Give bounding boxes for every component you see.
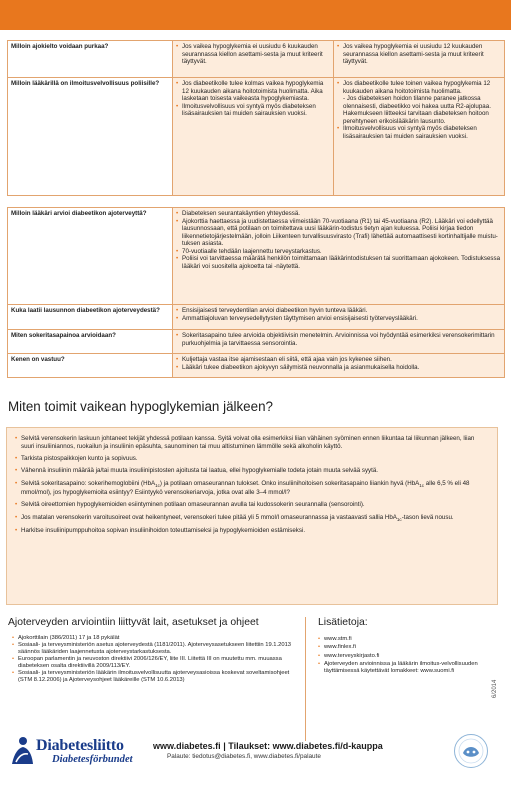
answer-cell bbox=[173, 354, 505, 378]
list-item: • 70-vuotiaalle tehdään laajennettu terveystarkastus. bbox=[176, 248, 501, 256]
question-cell: Kuka laatii lausunnon diabeetikon ajoterveydestä? bbox=[8, 305, 173, 330]
brand-subtitle: Diabetesförbundet bbox=[52, 754, 133, 765]
quality-seal-icon bbox=[453, 733, 489, 769]
list-item: • Ajokorttilain (386/2011) 17 ja 18 pykälät bbox=[12, 635, 299, 642]
list-item: • Jos vaikea hypoglykemia ei uusiudu 6 kuukauden seurannassa kiellon asettami-sesta ja muut kriteerit täyttyvät. bbox=[176, 43, 330, 66]
question-cell: Miten sokeritasapainoa arvioidaan? bbox=[8, 330, 173, 354]
section-heading: Miten toimit vaikean hypoglykemian jälkeen? bbox=[8, 399, 273, 414]
list-item: • Selvitä oireettomien hypoglykemioiden esiintyminen potilaan omaseurannan avulla tai kudossokerin seurannalla (sensorointi). bbox=[15, 501, 487, 509]
answer-cell bbox=[173, 78, 334, 196]
separator: | bbox=[223, 741, 226, 751]
link-stm[interactable]: • www.stm.fi bbox=[318, 636, 504, 643]
list-item: • Kuljettaja vastaa itse ajamisestaan eli siitä, että ajaa vain jos kykenee siihen. bbox=[176, 356, 501, 364]
answer-cell bbox=[173, 330, 505, 354]
question-cell: Kenen on vastuu? bbox=[8, 354, 173, 378]
list-item: • Jos diabeetikolle tulee toinen vaikea hypoglykemia 12 kuukauden aikana hoitotoimista huolimatta. bbox=[337, 80, 501, 95]
shop-link[interactable]: Tilaukset: www.diabetes.fi/d-kauppa bbox=[228, 741, 383, 751]
list-item: • Jos diabeetikolle tulee kolmas vaikea hypoglykemia 12 kuukauden aikana hoitotoimista huolimatta. Aika lasketaan toisesta vaikeasta hypoglykemiasta. bbox=[176, 80, 330, 103]
answer-cell bbox=[334, 41, 505, 78]
laws-section bbox=[6, 617, 306, 741]
answer-cell bbox=[173, 41, 334, 78]
table-row bbox=[8, 330, 505, 354]
list-item: • Sokeritasapaino tulee arvioida objektiivisin menetelmin. Arvioinnissa voi hyödyntää esimerkiksi verensokerimittarin purkuohjelmia ja tarvittaessa sensorointia. bbox=[176, 332, 501, 347]
site-link[interactable]: www.diabetes.fi bbox=[153, 741, 221, 751]
section-heading: Lisätietoja: bbox=[318, 617, 368, 628]
answer-cell bbox=[173, 208, 505, 305]
link-finlex[interactable]: • www.finlex.fi bbox=[318, 644, 504, 651]
list-item: • Vähennä insuliinin määrää ja/tai muuta insuliinipistosten ajoitusta tai laatua, ellei hypoglykemialle todeta jotain muuta selvää syytä. bbox=[15, 467, 487, 475]
top-accent-bar bbox=[0, 0, 511, 30]
section-heading: Ajoterveyden arviointiin liittyvät lait, asetukset ja ohjeet bbox=[8, 617, 259, 628]
footer bbox=[6, 732, 496, 778]
link-terveyskirjasto[interactable]: • www.terveyskirjasto.fi bbox=[318, 653, 504, 660]
table-row bbox=[8, 354, 505, 378]
diabetesliitto-logo-icon bbox=[10, 736, 34, 766]
list-item: • Ilmoitusvelvollisuus voi syntyä myös diabeteksen lisäsairauksien tai muiden sairauksien vuoksi. bbox=[176, 103, 330, 118]
list-item: • Ensisijaisesti terveydentilan arvioi diabeetikon hyvin tunteva lääkäri. bbox=[176, 307, 501, 315]
list-item: • Poliisi voi tarvittaessa määrätä henkilön toimittamaan lääkärintodistuksen tai suorittamaan ajokokeen. Todistuksessa lääkäri voi suositella ajokoetta tai -näytettä. bbox=[176, 255, 501, 270]
footer-links bbox=[153, 741, 383, 752]
list-item: • Selvitä verensokerin laskuun johtaneet tekijät yhdessä potilaan kanssa. Syitä voivat olla esimerkiksi liian vähäinen syöminen ennen liikuntaa tai liikunnan jälkeen, liian suuri insuliiniannos, ruokailun ja insuliinin epäsuhta, saunominen tai muu altistuminen lämmölle sekä alkoholin käyttö. bbox=[15, 435, 487, 450]
list-item: • Jos vaikea hypoglykemia ei uusiudu 12 kuukauden seurannassa kiellon asettami-sesta ja muut kriteerit täyttyvät. bbox=[337, 43, 501, 66]
list-item: • Ilmoitusvelvollisuus voi syntyä myös diabeteksen lisäsairauksien tai muiden sairauksien vuoksi. bbox=[337, 125, 501, 140]
answer-cell bbox=[334, 78, 505, 196]
table-row bbox=[8, 305, 505, 330]
list-item: • Jos matalan verensokerin varoitusoireet ovat heikentyneet, verensokeri tulee pitää yli 5 mmol/l omaseurannassa ja vastaavasti sallia HbA$_{1c}$-tason lievä nousu. bbox=[15, 514, 487, 523]
question-cell: Milloin lääkärillä on ilmoitusvelvollisuus poliisille? bbox=[8, 78, 173, 196]
brand-name: Diabetesliitto bbox=[36, 737, 124, 754]
list-item: • Lääkäri tukee diabeetikon ajokyvyn säilymistä neuvonnalla ja asianmukaisella hoidolla. bbox=[176, 364, 501, 372]
question-cell: Milloin ajokielto voidaan purkaa? bbox=[8, 41, 173, 78]
question-cell: Milloin lääkäri arvioi diabeetikon ajoterveyttä? bbox=[8, 208, 173, 305]
table-row bbox=[8, 78, 505, 196]
assessment-table bbox=[7, 207, 505, 378]
link-forms[interactable]: • Ajoterveyden arvioinnissa ja lääkärin ilmoitus-velvollisuuden täyttämisessä käytettävät lomakkeet: www.suomi.fi bbox=[318, 661, 504, 675]
list-item: • Tarkista pistospaikkojen kunto ja sopivuus. bbox=[15, 455, 487, 463]
list-item: • Selvitä sokeritasapaino: sokerihemoglobiini (HbA$_{1c}$) ja potilaan omaseurannan tulokset. Onko insuliinihoitoisen sokeritasapaino liiankin hyvä (HbA$_{1c}$ alle 6,5 % eli 48 mmol/mol), jos hypoglykemioita esiintyy? Esiintyykö verensokeriarvoja, jotka ovat alle 3–4 mmol/l? bbox=[15, 480, 487, 496]
table-row bbox=[8, 41, 505, 78]
hypoglycemia-steps-box bbox=[6, 427, 498, 605]
more-info-section bbox=[318, 617, 504, 741]
list-item: • Sosiaali- ja terveysministeriön asetus ajoterveydestä (1181/2011). Ajoterveysasetukseen liitettiin 19.1.2013 säännös lääkäriden laajennetusta ajoterveystarkastuksesta. bbox=[12, 642, 299, 656]
publication-date: 6/2014 bbox=[492, 679, 498, 698]
feedback-text: Palaute: tiedotus@diabetes.fi, www.diabetes.fi/palaute bbox=[167, 753, 321, 760]
list-item: • Ajokorttia haettaessa ja uudistettaessa viimeistään 70-vuotiaana (R1) tai 45-vuotiaana (R2). Lääkäri voi edellyttää lausunnossaan, että potilaan on toimitettava uusi lääkärin-todistus tietyn ajan kuluessa. Poliisi kirjaa tiedon liikennetietojärjestelmään, jolloin Liikenteen turvallisuusvirasto (Trafi) lähettää automaattisesti kortinhaltijalle muistu-tuksen asiasta. bbox=[176, 218, 501, 248]
list-item: • Euroopan parlamentin ja neuvoston direktiivi 2006/126/EY, liite III. Liitettä III on muutettu mm. muuassa diabeteksen osalta direktiivillä 2009/113/EY. bbox=[12, 656, 299, 670]
table-row bbox=[8, 208, 505, 305]
list-item: • Diabeteksen seurantakäyntien yhteydessä. bbox=[176, 210, 501, 218]
sub-note: - Jos diabeteksen hoidon tilanne paranee jatkossa olennaisesti, diabeetikko voi hakea uutta R2-ajolupaa. Hakemukseen liitteeksi tarvitaan diabeteksen hoitoon perehtyneen erikoislääkärin lausunto. bbox=[343, 95, 491, 125]
steps-list bbox=[15, 435, 487, 535]
list-item: • Harkitse insuliinipumppuhoitoa sopivan insuliinihoidon toteuttamiseksi ja hypoglykemioiden estämiseksi. bbox=[15, 527, 487, 535]
answer-cell bbox=[173, 305, 505, 330]
list-item: • Sosiaali- ja terveysministeriön lääkärin ilmoitusvelvollisuutta ajoterveysasioissa koskevat soveltamisohjeet (STM 8.12.2006) ja Ajoterveysohjeet lääkäreille (STM 10.6.2013) bbox=[12, 670, 299, 684]
driving-ban-table bbox=[7, 40, 505, 196]
list-item: • Ammattiajoluvan terveysedellytysten täyttymisen arvioi ensisijaisesti työterveyslääkäri. bbox=[176, 315, 501, 323]
